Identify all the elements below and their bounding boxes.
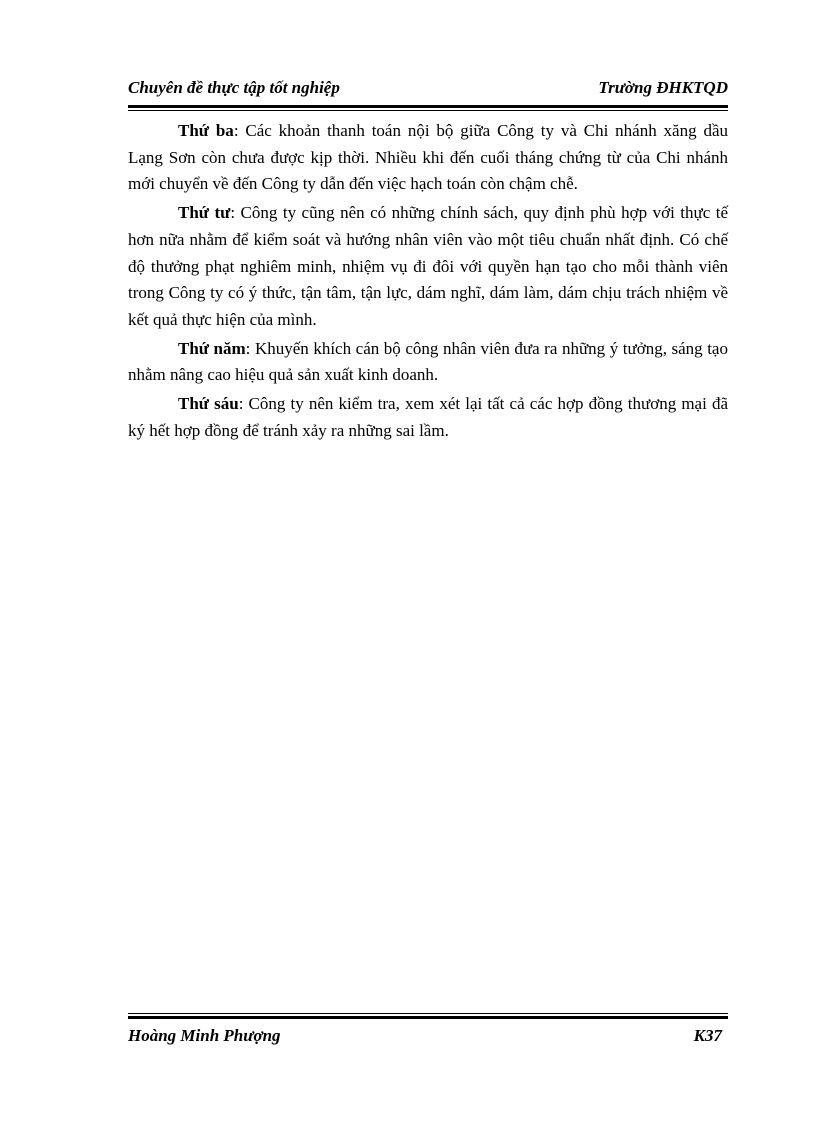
- paragraph-thu-nam: [128, 336, 728, 389]
- page-footer: [128, 1026, 722, 1050]
- paragraph-text: : Các khoản thanh toán nội bộ giữa Công ty và Chi nhánh xăng dầu Lạng Sơn còn chưa được kịp thời. Nhiều khi đến cuối tháng chứng từ của Chi nhánh mới chuyển về đến Công ty dẫn đến việc hạch toán còn chậm chễ.: [128, 121, 729, 194]
- paragraph-text: : Khuyến khích cán bộ công nhân viên đưa ra những ý tưởng, sáng tạo nhằm nâng cao hiệu quả sản xuất kinh doanh.: [128, 338, 728, 385]
- paragraph-lead: Thứ sáu: [178, 394, 239, 414]
- footer-rule-thick: [128, 1016, 728, 1019]
- header-rule-thick: [128, 105, 728, 108]
- header-document-title: Chuyên đề thực tập tốt nghiệp: [128, 78, 340, 97]
- page-header: [128, 78, 728, 102]
- paragraph-text: : Công ty cũng nên có những chính sách, quy định phù hợp với thực tế hơn nữa nhằm để kiểm soát và hướng nhân viên vào một tiêu chuẩn nhất định. Có chế độ thưởng phạt nghiêm minh, nhiệm vụ đi đôi với quyền hạn tạo cho mỗi thành viên trong Công ty có ý thức, tận tâm, tận lực, dám nghĩ, dám làm, dám chịu trách nhiệm về kết quả thực hiện của mình.: [128, 203, 728, 329]
- footer-author: Hoàng Minh Phượng: [128, 1026, 281, 1045]
- paragraph-lead: Thứ tư: [178, 203, 231, 223]
- paragraph-lead: Thứ năm: [178, 338, 246, 358]
- paragraph-text: : Công ty nên kiểm tra, xem xét lại tất cả các hợp đồng thương mại đã ký hết hợp đồng để tránh xảy ra những sai lầm.: [128, 394, 728, 440]
- paragraph-thu-ba: [128, 118, 728, 198]
- paragraph-thu-sau: [128, 391, 728, 444]
- footer-rule-thin: [128, 1013, 728, 1014]
- paragraph-lead: Thứ ba: [178, 121, 234, 140]
- header-university: Trường ĐHKTQD: [598, 78, 728, 97]
- footer-class: K37: [693, 1026, 722, 1045]
- header-rule-thin: [128, 110, 728, 111]
- body-content: [128, 118, 728, 446]
- paragraph-thu-tu: [128, 200, 728, 334]
